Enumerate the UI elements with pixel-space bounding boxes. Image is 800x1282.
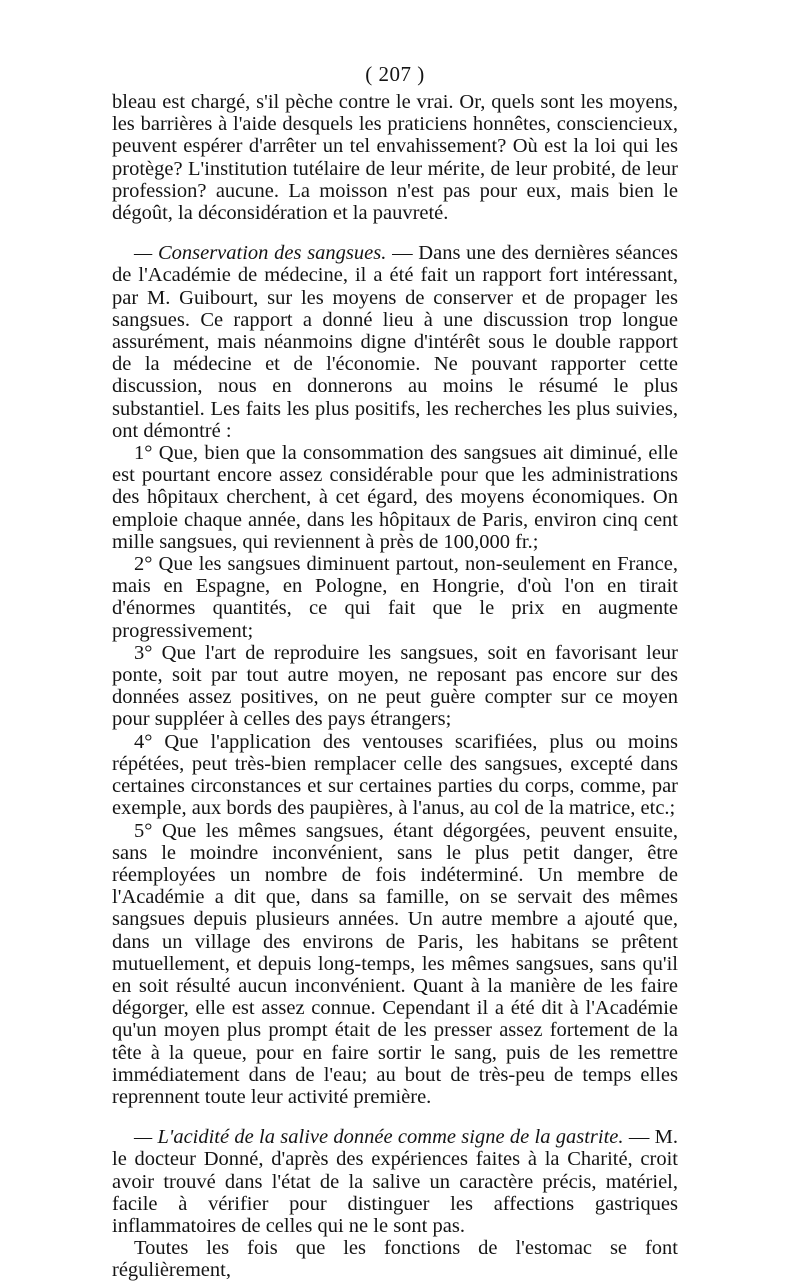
paragraph-text: 4° Que l'application des ventouses scarifiées, plus ou moins répétées, peut très-bien remplacer celle des sangsues, excepté dans certaines circonstances et sur certaines parties du corps, comme, par exemple, aux bords des paupières, à l'anus, au col de la matrice, etc.; (112, 730, 678, 820)
page-number: ( 207 ) (365, 62, 425, 86)
document-page (112, 62, 678, 1282)
paragraph-text: 1° Que, bien que la consommation des sangsues ait diminué, elle est pourtant encore assez considérable pour que les administrations des hôpitaux cherchent, à cet égard, des moyens économiques. On emploie chaque année, dans les hôpitaux de Paris, environ cinq cent mille sangsues, qui reviennent à près de 100,000 fr.; (112, 442, 678, 553)
paragraph-text: 2° Que les sangsues diminuent partout, non-seulement en France, mais en Espagne, en Pologne, en Hongrie, d'où l'on en tirait d'énormes quantités, ce qui fait que le prix en augmente progressivement; (112, 553, 678, 642)
list-item-5 (112, 820, 678, 1109)
list-item-1 (112, 442, 678, 553)
section-heading: — Conservation des sangsues. (134, 242, 387, 265)
paragraph-text: Toutes les fois que les fonctions de l'estomac se font régulièrement, (112, 1237, 678, 1282)
paragraph-text: — Dans une des dernières séances de l'Académie de médecine, il a été fait un rapport fort intéressant, par M. Guibourt, sur les moyens de conserver et de propager les sangsues. Ce rapport a donné lieu à une discussion trop longue assurément, mais néanmoins digne d'intérêt sous le double rapport de la médecine et de l'économie. Ne pouvant rapporter cette discussion, nous en donnerons au moins le résumé le plus substantiel. Les faits les plus positifs, les recherches les plus suivies, ont démontré : (112, 242, 678, 442)
paragraph-text: — M. le docteur Donné, d'après des expériences faites à la Charité, croit avoir trouvé dans l'état de la salive un caractère précis, matériel, facile à vérifier pour distinguer les affections gastriques inflammatoires de celles qui ne le sont pas. (112, 1126, 678, 1237)
paragraph-continuation (112, 91, 678, 224)
paragraph-text: bleau est chargé, s'il pèche contre le vrai. Or, quels sont les moyens, les barrières à l'aide desquels les praticiens honnêtes, consciencieux, peuvent espérer d'arrêter un tel envahissement? Où est la loi qui les protège? L'institution tutélaire de leur mérite, de leur probité, de leur profession? aucune. La moisson n'est pas pour eux, mais bien le dégoût, la déconsidération et la pauvreté. (112, 91, 678, 225)
section-heading: — L'acidité de la salive donnée comme signe de la gastrite. (134, 1126, 624, 1149)
list-item-3 (112, 642, 678, 731)
paragraph-text: 3° Que l'art de reproduire les sangsues, soit en favorisant leur ponte, soit par tout autre moyen, ne reposant pas encore sur des données assez positives, on ne peut guère compter sur ce moyen pour suppléer à celles des pays étrangers; (112, 641, 678, 731)
paragraph-text: 5° Que les mêmes sangsues, étant dégorgées, peuvent ensuite, sans le moindre inconvénient, sans le plus petit danger, être réemployées un nombre de fois indéterminé. Un membre de l'Académie a dit que, dans sa famille, on se servait des mêmes sangsues depuis plusieurs années. Un autre membre a ajouté que, dans un village des environs de Paris, les habitans se prêtent mutuellement, et depuis long-temps, les mêmes sangsues, sans qu'il en soit résulté aucun inconvénient. Quant à la manière de les faire dégorger, elle est assez connue. Cependant il a été dit à l'Académie qu'un moyen plus prompt était de les presser assez fortement de la tête à la queue, pour en faire sortir le sang, puis de les remettre immédiatement dans de l'eau; au bout de très-peu de temps elles reprennent toute leur activité première. (112, 819, 678, 1108)
paragraph-final (112, 1237, 678, 1281)
section-acidite-salive (112, 1126, 678, 1237)
list-item-4 (112, 731, 678, 820)
list-item-2 (112, 553, 678, 642)
section-conservation-sangsues (112, 242, 678, 442)
